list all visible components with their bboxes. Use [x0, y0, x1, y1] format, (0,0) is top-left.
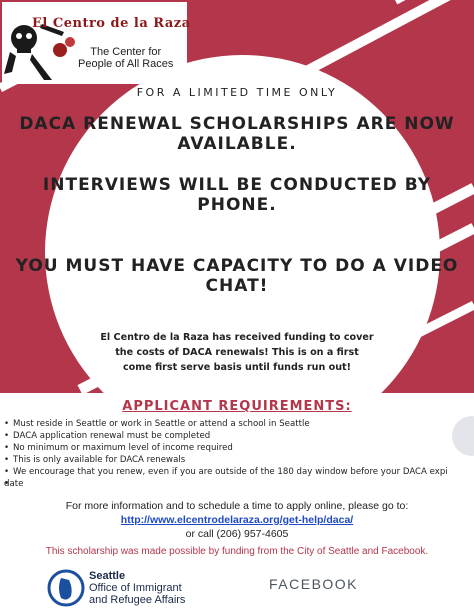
requirements-heading: APPLICANT REQUIREMENTS: [122, 399, 352, 414]
headline-video-chat: YOU MUST HAVE CAPACITY TO DO A VIDEO CHAT! [15, 256, 459, 296]
seattle-city-label: Seattle [89, 570, 126, 582]
daca-link[interactable]: http://www.elcentrodelaraza.org/get-help/daca/ [120, 514, 354, 526]
headline-interviews: INTERVIEWS WILL BE CONDUCTED BY PHONE. [42, 175, 432, 215]
office-label: Office of Immigrant and Refugee Affairs [89, 582, 186, 606]
funding-text: El Centro de la Raza has received funding to cover the costs of DACA renewals! This is on a first come first serve basis until funds run out! [100, 332, 374, 373]
funded-by-text: This scholarship was made possible by funding from the City of Seattle and Facebook. [45, 546, 429, 557]
requirement-item: • We encourage that you renew, even if you are outside of the 180 day window before your DACA expi [4, 466, 474, 478]
info-text: For more information and to schedule a time to apply online, please go to: [65, 500, 409, 512]
seattle-seal-icon [47, 568, 85, 608]
requirement-item-continued: • date [4, 478, 474, 490]
seattle-office-logo [89, 570, 185, 606]
requirements-list [4, 418, 474, 490]
requirement-item: • No minimum or maximum level of income required [4, 442, 474, 454]
requirement-item: • Must reside in Seattle or work in Seattle or attend a school in Seattle [4, 418, 474, 430]
logo-subtitle: The Center for People of All Races [78, 46, 174, 70]
phone-text: or call (206) 957-4605 [185, 528, 289, 540]
headline-scholarships: DACA RENEWAL SCHOLARSHIPS ARE NOW AVAILABLE. [19, 114, 455, 154]
facebook-logo: FACEBOOK [269, 576, 359, 592]
limited-time-text: FOR A LIMITED TIME ONLY [136, 86, 338, 99]
logo-title: El Centro de la Raza [32, 16, 191, 31]
requirement-item: • This is only available for DACA renewals [4, 454, 474, 466]
skull-art-icon [2, 2, 82, 84]
el-centro-logo [2, 2, 191, 84]
requirement-item: • DACA application renewal must be completed [4, 430, 474, 442]
